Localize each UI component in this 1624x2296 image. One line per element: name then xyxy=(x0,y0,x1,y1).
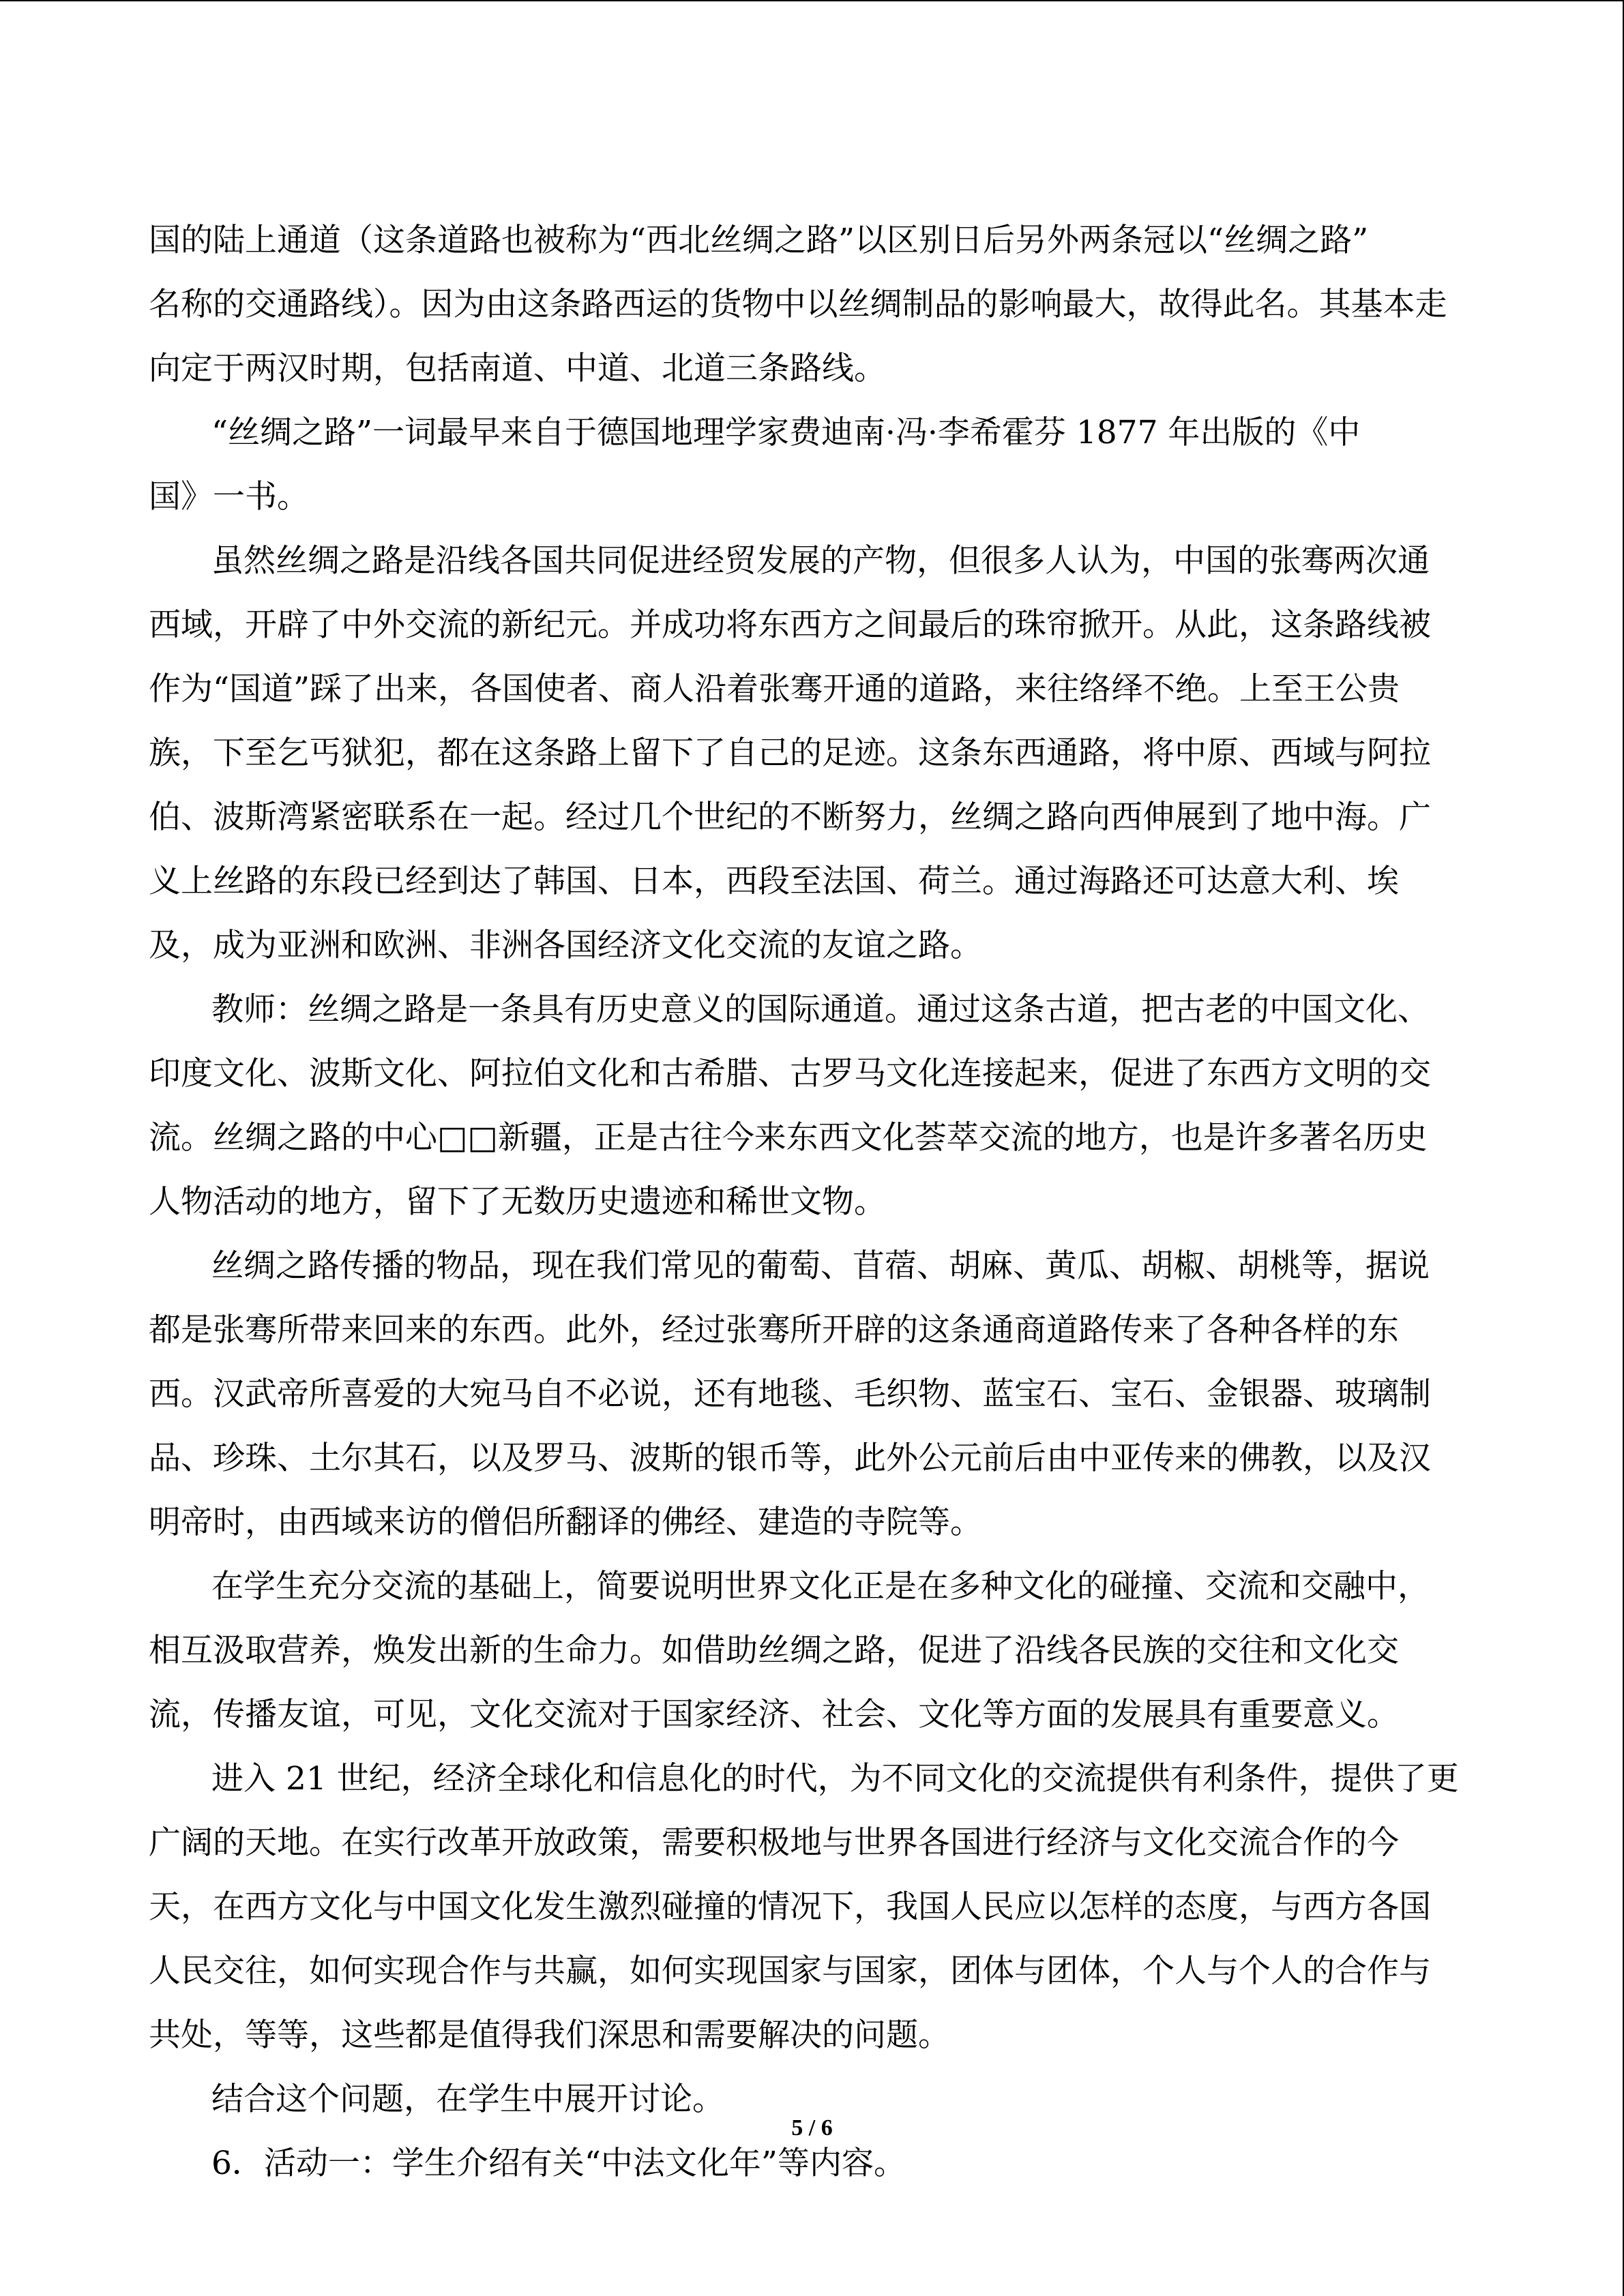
text-line: 西。汉武帝所喜爱的大宛马自不必说，还有地毯、毛织物、蓝宝石、宝石、金银器、玻璃制 xyxy=(149,1375,1431,1413)
text-line: 广阔的天地。在实行改革开放政策，需要积极地与世界各国进行经济与文化交流合作的今 xyxy=(149,1824,1399,1862)
text-line: 作为“国道”踩了出来，各国使者、商人沿着张骞开通的道路，来往络绎不绝。上至王公贵 xyxy=(149,670,1400,708)
text-line: 人民交往，如何实现合作与共赢，如何实现国家与国家，团体与团体，个人与个人的合作与 xyxy=(149,1952,1431,1990)
text-line: 结合这个问题，在学生中展开讨论。 xyxy=(211,2081,724,2118)
body-text xyxy=(149,209,1479,2196)
text-line: 国》一书。 xyxy=(149,478,309,516)
text-line: 天，在西方文化与中国文化发生激烈碰撞的情况下，我国人民应以怎样的态度，与西方各国 xyxy=(149,1888,1431,1926)
text-line: 都是张骞所带来回来的东西。此外，经过张骞所开辟的这条通商道路传来了各种各样的东 xyxy=(149,1311,1399,1349)
text-line: 流，传播友谊，可见，文化交流对于国家经济、社会、文化等方面的发展具有重要意义。 xyxy=(149,1696,1399,1733)
text-line: 义上丝路的东段已经到达了韩国、日本，西段至法国、荷兰。通过海路还可达意大利、埃 xyxy=(149,863,1399,900)
text-line: “丝绸之路”一词最早来自于德国地理学家费迪南·冯·李希霍芬 1877 年出版的《中 xyxy=(211,414,1361,451)
text-line: 名称的交通路线）。因为由这条路西运的货物中以丝绸制品的影响最大，故得此名。其基本走 xyxy=(149,286,1447,323)
text-line: 流。丝绸之路的中心□□新疆，正是古往今来东西文化荟萃交流的地方，也是许多著名历史 xyxy=(149,1119,1428,1157)
text-line: 向定于两汉时期，包括南道、中道、北道三条路线。 xyxy=(149,350,886,387)
text-line: 族，下至乞丐狱犯，都在这条路上留下了自己的足迹。这条东西通路，将中原、西域与阿拉 xyxy=(149,734,1431,772)
text-line: 相互汲取营养，焕发出新的生命力。如借助丝绸之路，促进了沿线各民族的交往和文化交 xyxy=(149,1632,1399,1669)
text-line: 品、珍珠、土尔其石，以及罗马、波斯的银币等，此外公元前后由中亚传来的佛教，以及汉 xyxy=(149,1440,1431,1477)
page-number: 5 / 6 xyxy=(791,2115,833,2141)
text-line: 进入 21 世纪，经济全球化和信息化的时代，为不同文化的交流提供有利条件，提供了更 xyxy=(211,1760,1459,1798)
text-line: 6．活动一：学生介绍有关“中法文化年”等内容。 xyxy=(211,2145,906,2182)
text-line: 西域，开辟了中外交流的新纪元。并成功将东西方之间最后的珠帘掀开。从此，这条路线被 xyxy=(149,606,1431,644)
text-line: 虽然丝绸之路是沿线各国共同促进经贸发展的产物，但很多人认为，中国的张骞两次通 xyxy=(211,542,1430,580)
text-line: 伯、波斯湾紧密联系在一起。经过几个世纪的不断努力，丝绸之路向西伸展到了地中海。广 xyxy=(149,799,1431,836)
text-line: 明帝时，由西域来访的僧侣所翻译的佛经、建造的寺院等。 xyxy=(149,1504,982,1541)
text-line: 国的陆上通道（这条道路也被称为“西北丝绸之路”以区别日后另外两条冠以“丝绸之路” xyxy=(149,222,1369,259)
text-line: 及，成为亚洲和欧洲、非洲各国经济文化交流的友谊之路。 xyxy=(149,927,982,964)
text-line: 丝绸之路传播的物品，现在我们常见的葡萄、苜蓿、胡麻、黄瓜、胡椒、胡桃等，据说 xyxy=(211,1247,1430,1285)
text-line: 共处，等等，这些都是值得我们深思和需要解决的问题。 xyxy=(149,2016,950,2054)
text-line: 教师：丝绸之路是一条具有历史意义的国际通道。通过这条古道，把古老的中国文化、 xyxy=(211,991,1430,1028)
text-line: 在学生充分交流的基础上，简要说明世界文化正是在多种文化的碰撞、交流和交融中， xyxy=(211,1568,1430,1605)
text-line: 印度文化、波斯文化、阿拉伯文化和古希腊、古罗马文化连接起来，促进了东西方文明的交 xyxy=(149,1055,1431,1092)
text-line: 人物活动的地方，留下了无数历史遗迹和稀世文物。 xyxy=(149,1183,886,1221)
